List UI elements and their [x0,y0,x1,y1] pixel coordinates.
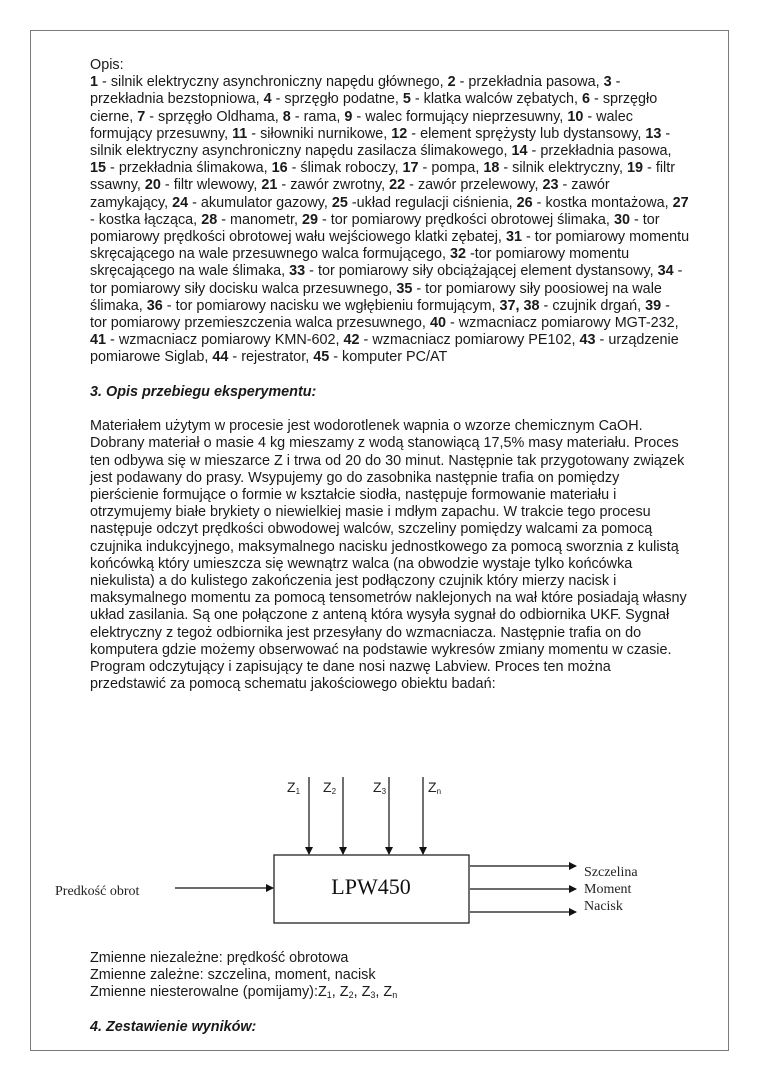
legend-item [344,109,567,125]
legend-item-number: 44 [212,349,229,366]
legend-item [344,332,580,348]
block-diagram-svg [40,770,700,935]
legend-item-number: 19 [627,160,644,177]
legend-item-description: zawór zamykający, [90,177,610,211]
legend-item-separator: - [98,74,111,91]
legend-item-number: 13 [645,125,662,142]
legend-item-separator: - [418,160,432,177]
legend-item [272,160,403,176]
legend-item [448,74,604,90]
legend-item-separator: - [277,177,291,194]
legend-item-separator: - [352,108,366,125]
legend-item-description: tor pomiarowy momentu skręcającego na wale przesuwnego walca formującego, [90,229,690,263]
legend-item-number: 10 [567,108,584,125]
legend-item-number: 25 [331,194,348,211]
legend-item-separator: - [145,108,159,125]
legend-item-description: tor pomiarowy siły obciążającej element dystansowy, [317,263,658,280]
legend-item-description: walec formujący przesuwny, [90,108,633,142]
legend-item-separator: - [499,160,513,177]
legend-item-description: filtr wlewowy, [173,177,262,194]
section-3-body: Materiałem użytym w procesie jest wodorotlenek wapnia o wzorze chemicznym CaOH. Dobrany materiał o masie 4 kg mieszamy z wodą stanowiącą 17,5% masy materiału. Proces ten odbywa się w mieszarce Z i trwa od 20 do 30 minut. Następnie tak przygotowany związek jest podawany do prasy. Wsypujemy go do zasobnika następnie trafia on pomiędzy pierścienie formujące o formie w kształcie siodła, następuje formowanie materiału i otrzymujemy białe brykiety o niewielkiej masie i mdłym zapachu. W trakcie tego procesu następuje odczyt prędkości obwodowej walców, szczeliny pomiędzy walcami za pomocą czujnika indukcyjnego, maksymalnego nacisku jednostkowego za pomocą sworznia z kulistą końcówką który umieszcza się wewnątrz walca (na obwodzie wystaje tylko końcówka niekulista) a do kulistego zakończenia jest podłączony czujnik który mierzy nacisk i maksymalnego momentu za pomocą tensometrów naklejonych na wał które posiadają własny układ zasilania. Są one połączone z anteną która wysyła sygnał do odbiornika UKF. Sygnał elektryczny z tegoż odbiornika jest przesyłany do wzmacniacza. Następnie trafia on do komputera gdzie możemy obserwować na podstawie wykresów zmiany momentu w czasie. Program odczytujący i zapisujący te dane nosi nazwę Labview. Proces ten można przedstawić za pomocą schematu jakościowego obiektu badań: [90,418,687,693]
legend-item-number: 3 [603,74,612,91]
legend-item-description: manometr, [230,211,302,228]
legend-item [145,177,262,193]
legend-item-number: 9 [344,108,353,125]
legend-item [212,349,313,365]
legend-item-number: 12 [391,125,408,142]
legend-item-number: 5 [402,91,411,108]
legend-item-separator: - [318,211,331,228]
legend-item-description: wzmacniacz pomiarowy KMN-602, [118,332,344,349]
legend-item-number: 37, 38 [499,297,540,314]
output-label-szczelina: Szczelina [584,865,638,880]
legend-item-separator: - [347,194,357,211]
legend-item-separator: - [465,246,475,263]
legend-item-number: 16 [271,160,288,177]
legend-item [517,195,673,211]
legend-item-number: 22 [389,177,406,194]
legend-item-description: układ regulacji ciśnienia, [356,194,517,211]
legend-item [389,177,542,193]
legend-item-description: sprzęgło cierne, [90,91,658,125]
uncontrolled-prefix: Zmienne niesterowalne (pomijamy): [90,984,318,1001]
legend-item-description: filtr ssawny, [90,160,676,194]
legend-item-number: 20 [144,177,161,194]
legend-item-number: 35 [396,280,413,297]
legend-item-description: kostka łącząca, [98,211,202,228]
legend-item-number: 6 [582,91,591,108]
legend-item-description: urządzenie pomiarowe Siglab, [90,332,679,366]
legend-item-number: 4 [263,91,272,108]
legend-item-number: 34 [657,263,674,280]
input-label: Predkość obrot [55,884,140,899]
legend-item-number: 1 [90,74,99,91]
legend-item-separator: - [305,263,318,280]
legend-item-number: 11 [232,125,248,142]
legend-item-separator: - [590,91,603,108]
legend-item-number: 7 [137,108,146,125]
legend-item-description: pompa, [431,160,484,177]
independent-variables: Zmienne niezależne: prędkość obrotowa [90,950,349,966]
legend-item-number: 36 [146,297,163,314]
legend-item-number: 32 [449,246,466,263]
legend-item-description: czujnik drgań, [552,297,646,314]
legend-item-number: 24 [172,194,189,211]
legend-item-separator: - [160,177,174,194]
legend-item-separator: - [583,108,597,125]
disturbance-label-zn: Zn [428,779,442,796]
legend-item-description: silnik elektryczny asynchroniczny napędu zasilacza ślimakowego, [90,143,512,160]
legend-item-description: tor pomiarowy siły poosiowej na wale ślimaka, [90,280,662,314]
legend-item-description: element sprężysty lub dystansowy, [420,125,646,142]
legend-item-description: ślimak roboczy, [300,160,403,177]
legend-item-number: 43 [579,332,596,349]
legend-item-number: 45 [313,349,330,366]
legend-item [232,126,391,142]
legend-item-separator: - [445,315,459,332]
legend-title: Opis: [90,57,124,73]
legend-item-separator: - [106,332,119,349]
legend-item-description: rejestrator, [241,349,314,366]
legend-item-number: 39 [645,297,662,314]
legend-item-number: 14 [511,143,528,160]
legend-item [332,195,517,211]
legend-item-number: 29 [301,211,318,228]
legend-item-separator: - [228,349,242,366]
disturbance-label-z3: Z3 [373,779,387,796]
legend-item [313,349,447,365]
legend-item-description: przekładnia pasowa, [468,74,604,91]
legend-item-separator: - [643,160,656,177]
legend-item-separator: - [532,194,546,211]
legend-item-separator: - [106,160,119,177]
uncontrolled-variables: Zmienne niesterowalne $(pomijamy):Z_1$, $Z_2$, $Z_3$, $Z_n$ [90,984,398,1001]
legend-item [137,109,283,125]
legend-item [147,298,500,314]
legend-item-description: zawór przelewowy, [417,177,543,194]
legend-item [90,332,344,348]
dependent-variables: Zmienne zależne: szczelina, moment, nacisk [90,967,376,984]
legend-item-number: 41 [90,332,107,349]
legend-item-separator: - [217,211,230,228]
legend-item-separator: - [247,125,261,142]
legend-item-number: 40 [429,315,446,332]
legend-item [201,212,302,228]
legend-item-description: sprzęgło podatne, [284,91,403,108]
legend-item-number: 23 [542,177,559,194]
document-body [90,57,690,693]
legend-item-description: przekładnia ślimakowa, [118,160,272,177]
legend-item-description: tor pomiarowy nacisku we wgłębieniu formującym, [175,297,500,314]
legend-item-description: rama, [303,108,345,125]
legend-item-separator: - [407,125,421,142]
legend-item [289,263,657,279]
legend-item-description: kostka montażowa, [545,194,673,211]
legend-item-number: 30 [613,211,630,228]
legend-item-description: wzmacniacz pomiarowy PE102, [372,332,580,349]
variables-section [90,950,690,1036]
legend-item-description: akumulator gazowy, [200,194,332,211]
legend-item-separator: - [287,160,301,177]
legend-item-number: 8 [282,108,291,125]
legend-item-separator: - [527,143,541,160]
legend-item-separator: - [359,332,373,349]
legend-item-separator: - [90,211,99,228]
legend-item-separator: - [455,74,469,91]
legend-item-separator: - [412,280,426,297]
output-label-moment: Moment [584,882,632,897]
legend-item [500,298,646,314]
legend-item-number: 42 [343,332,360,349]
legend-item-separator: - [162,297,176,314]
legend-item-number: 15 [90,160,107,177]
legend-item-number: 21 [261,177,278,194]
legend-item-description: przekładnia pasowa, [540,143,672,160]
block-label: LPW450 [331,874,411,899]
legend-item [172,195,332,211]
legend-item [90,160,272,176]
legend-item-description: komputer PC/AT [342,349,448,366]
legend-item [403,91,582,107]
legend-item [430,315,679,331]
legend-item [391,126,645,142]
legend-item [90,74,448,90]
legend-item-number: 26 [516,194,533,211]
section-4-heading: 4. Zestawienie wyników: [90,1018,257,1035]
legend-item-description: tor pomiarowy prędkości obrotowej ślimaka, [330,211,614,228]
legend-item-description: silnik elektryczny asynchroniczny napędu głównego, [110,74,448,91]
legend-item-separator: - [611,74,621,91]
legend-item-description: tor pomiarowy siły docisku walca przesuwnego, [90,280,397,297]
legend-list [90,74,690,366]
legend-item-description: walec formujący nieprzesuwny, [365,108,568,125]
legend-item-number: 28 [201,211,218,228]
legend-item-separator: - [558,177,572,194]
section-3-heading: 3. Opis przebiegu eksperymentu: [90,383,317,400]
legend-item-description: klatka walców zębatych, [423,91,583,108]
legend-item-description: zawór zwrotny, [290,177,390,194]
legend-item-separator: - [673,263,683,280]
legend-item [264,91,403,107]
legend-item-number: 2 [447,74,456,91]
legend-item-separator: - [661,297,670,314]
legend-item-separator: - [595,332,609,349]
legend-item-separator: - [539,297,553,314]
legend-item-number: 31 [505,229,522,246]
legend-item-number: 27 [672,194,689,211]
legend-item [283,109,345,125]
legend-item-number: 33 [289,263,306,280]
legend-item-number: 17 [402,160,419,177]
legend-item-separator: - [188,194,201,211]
legend-item-separator: - [271,91,285,108]
legend-item [261,177,389,193]
legend-item-separator: - [290,108,304,125]
disturbance-label-z2: Z2 [323,779,337,796]
legend-item-description: tor pomiarowy przemieszczenia walca przesuwnego, [90,315,430,332]
legend-item-separator: - [521,229,535,246]
legend-item-separator: - [405,177,418,194]
legend-item [483,160,627,176]
legend-item [302,212,614,228]
output-label-nacisk: Nacisk [584,899,623,914]
legend-item-description: przekładnia bezstopniowa, [90,91,264,108]
block-diagram [40,770,700,935]
legend-item-description: sprzęgło Oldhama, [158,108,283,125]
legend-item-separator: - [661,125,671,142]
disturbance-label-z1: Z1 [287,779,301,796]
legend-item-description: tor pomiarowy momentu skręcającego na wale ślimaka, [90,246,630,280]
legend-item [403,160,484,176]
legend-item-description: siłowniki nurnikowe, [260,125,392,142]
legend-item-description: tor pomiarowy prędkości obrotowej wału wejściowego klatki zębatej, [90,211,660,246]
legend-item-separator: - [629,211,643,228]
legend-item-separator: - [329,349,342,366]
legend-item [512,143,672,159]
legend-item-description: wzmacniacz pomiarowy MGT-232, [458,315,679,332]
legend-item-number: 18 [483,160,500,177]
legend-item-separator: - [410,91,424,108]
legend-item-description: silnik elektryczny, [512,160,628,177]
